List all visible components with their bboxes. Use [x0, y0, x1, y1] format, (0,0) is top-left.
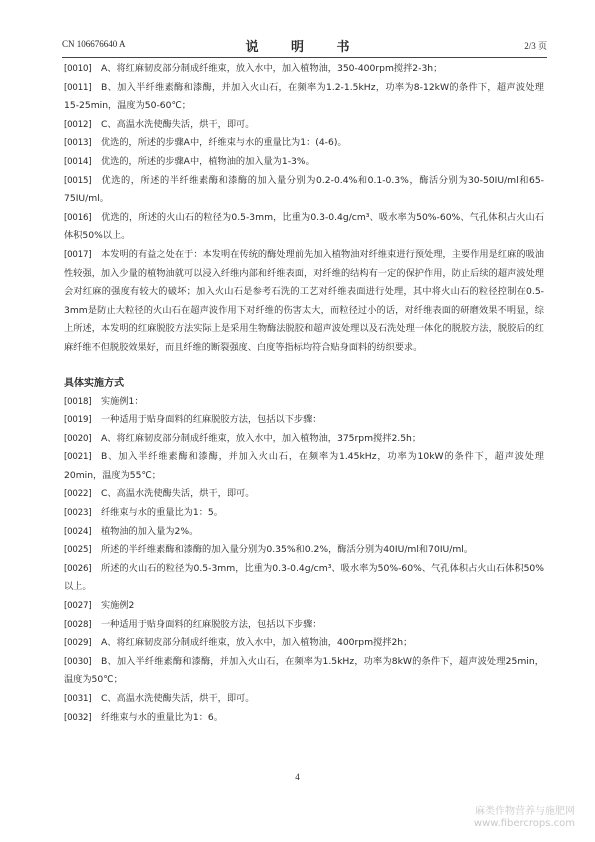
- paragraph-text: 纤维束与水的重量比为1：5。: [101, 507, 223, 519]
- paragraph: [64, 393, 544, 412]
- paragraph-text: B、加入半纤维素酶和漆酶，并加入火山石，在频率为1.2-1.5kHz，功率为8-12kW的条件下，超声波处理15-25min，温度为50-60℃；: [64, 81, 544, 112]
- site-watermark: [474, 806, 575, 830]
- paragraph: [64, 560, 544, 597]
- paragraph-text: 所述的火山石的粒径为0.5-3mm，比重为0.3-0.4g/cm³、吸水率为50%-60%、气孔体积占火山石体积50%以上。: [64, 562, 544, 593]
- paragraph-list-embodiments: [64, 393, 544, 728]
- paragraph-number: [0023]: [64, 508, 92, 519]
- paragraph-number: [0031]: [64, 694, 92, 704]
- paragraph-text: 实施例2: [101, 600, 135, 612]
- paragraph-number: [0016]: [64, 212, 92, 223]
- paragraph: [64, 616, 544, 635]
- paragraph-text: A、将红麻韧皮部分制成纤维束，放入水中，加入植物油，375rpm搅拌2.5h；: [101, 432, 422, 444]
- paragraph: [64, 504, 544, 523]
- page-indicator: 2/3 页: [524, 41, 547, 51]
- paragraph: [64, 430, 544, 449]
- paragraph: [64, 523, 544, 542]
- header-rule: [62, 57, 547, 58]
- paragraph: [64, 634, 544, 653]
- paragraph: [64, 209, 544, 246]
- paragraph-number: [0015]: [64, 175, 92, 186]
- paragraph-number: [0011]: [64, 82, 92, 93]
- paragraph-text: B、加入半纤维素酶和漆酶，并加入火山石，在频率为1.45kHz，功率为10kW的条件下，超声波处理20min，温度为55℃；: [64, 451, 544, 481]
- paragraph-number: [0032]: [64, 712, 92, 723]
- paragraph-number: [0027]: [64, 601, 92, 612]
- paragraph-text: 纤维束与水的重量比为1：6。: [101, 711, 223, 723]
- paragraph-text: 实施例1：: [101, 395, 144, 407]
- paragraph: [64, 653, 544, 690]
- paragraph-number: [0030]: [64, 656, 92, 667]
- paragraph-number: [0018]: [64, 396, 92, 407]
- paragraph: [64, 60, 544, 79]
- page-number: 4: [295, 772, 300, 782]
- paragraph-number: [0020]: [64, 433, 92, 444]
- document-body: [64, 60, 544, 727]
- paragraph: [64, 116, 544, 135]
- paragraph-text: C、高温水洗使酶失活，烘干，即可。: [101, 693, 255, 704]
- paragraph-text: 本发明的有益之处在于：本发明在传统的酶处理前先加入植物油对纤维束进行预处理，主要作用是红麻的吸油性较强，加入少量的植物油就可以浸入纤维内部和纤维表面，对纤维的结构有一定的保护作用，防止后续的超声波处理会对红麻的强度有较大的破坏；加入火山石是参考石洗的工艺对纤维表面进行处理，其中将火山石的粒径控制在0.5-3mm是防止大粒径的火山石在超声波作用下对纤维的伤害太大，而粒径过小的话，对纤维表面的研磨效果不明显，综上所述，本发明的红麻脱胶方法实际上是采用生物酶法脱胶和超声波处理以及石洗处理一体化的脱胶方法，脱胶后的红麻纤维不但脱胶效果好，而且纤维的断裂强度、白度等指标均符合贴身面料的纺织要求。: [64, 248, 544, 353]
- paragraph-text: A、将红麻韧皮部分制成纤维束，放入水中，加入植物油，350-400rpm搅拌2-3h；: [101, 63, 443, 74]
- paragraph-text: 一种适用于贴身面料的红麻脱胶方法，包括以下步骤：: [101, 414, 322, 426]
- paragraph-number: [0013]: [64, 138, 92, 149]
- paragraph-number: [0010]: [64, 64, 92, 74]
- watermark-line-1: 麻类作物营养与施肥网: [475, 806, 575, 817]
- paragraph: [64, 246, 544, 358]
- paragraph-text: 所述的半纤维素酶和漆酶的加入量分别为0.35%和0.2%，酶活分别为40IU/ml和70IU/ml。: [101, 544, 474, 556]
- paragraph-number: [0014]: [64, 156, 92, 167]
- paragraph-text: C、高温水洗使酶失活，烘干，即可。: [101, 488, 255, 500]
- paragraph-number: [0017]: [64, 249, 92, 260]
- paragraph-text: 优选的，所述的火山石的粒径为0.5-3mm，比重为0.3-0.4g/cm³、吸水率为50%-60%、气孔体积占火山石体积50%以上。: [64, 211, 544, 242]
- paragraph: [64, 134, 544, 153]
- paragraph-text: 一种适用于贴身面料的红麻脱胶方法，包括以下步骤：: [101, 618, 322, 630]
- paragraph-number: [0022]: [64, 489, 92, 500]
- paragraph: [64, 79, 544, 116]
- paragraph-number: [0012]: [64, 119, 92, 130]
- paragraph-number: [0024]: [64, 526, 92, 537]
- paragraph-number: [0025]: [64, 545, 92, 556]
- paragraph-number: [0019]: [64, 415, 92, 426]
- page-header: [62, 36, 547, 56]
- document-title: 说 明 书: [245, 40, 364, 55]
- paragraph-list-summary: [64, 60, 544, 358]
- publication-number: CN 106676640 A: [62, 39, 126, 49]
- paragraph: [64, 411, 544, 430]
- paragraph-number: [0028]: [64, 619, 92, 630]
- paragraph: [64, 448, 544, 485]
- paragraph-number: [0021]: [64, 452, 92, 463]
- paragraph: [64, 153, 544, 172]
- paragraph-text: C、高温水洗使酶失活，烘干，即可。: [101, 118, 255, 130]
- paragraph-text: B、加入半纤维素酶和漆酶，并加入火山石，在频率为1.5kHz，功率为8kW的条件下，超声波处理25min，温度为50℃；: [64, 655, 544, 686]
- paragraph-text: 优选的，所述的半纤维素酶和漆酶的加入量分别为0.2-0.4%和0.1-0.3%，酶活分别为30-50IU/ml和65-75IU/ml。: [64, 174, 544, 205]
- paragraph-text: A、将红麻韧皮部分制成纤维束，放入水中，加入植物油，400rpm搅拌2h；: [101, 637, 413, 649]
- section-title: 具体实施方式: [64, 377, 124, 389]
- paragraph-text: 植物油的加入量为2%。: [101, 525, 199, 537]
- paragraph: [64, 690, 544, 709]
- paragraph-text: 优选的，所述的步骤A中，植物油的加入量为1-3%。: [101, 155, 315, 167]
- paragraph: [64, 485, 544, 504]
- paragraph-number: [0029]: [64, 638, 92, 649]
- paragraph-text: 优选的，所述的步骤A中，纤维束与水的重量比为1：(4-6)。: [101, 137, 347, 149]
- paragraph: [64, 597, 544, 616]
- paragraph: [64, 541, 544, 560]
- watermark-line-2: www.fibercrops.com: [473, 818, 575, 829]
- paragraph: [64, 709, 544, 728]
- paragraph-number: [0026]: [64, 563, 92, 574]
- paragraph: [64, 172, 544, 209]
